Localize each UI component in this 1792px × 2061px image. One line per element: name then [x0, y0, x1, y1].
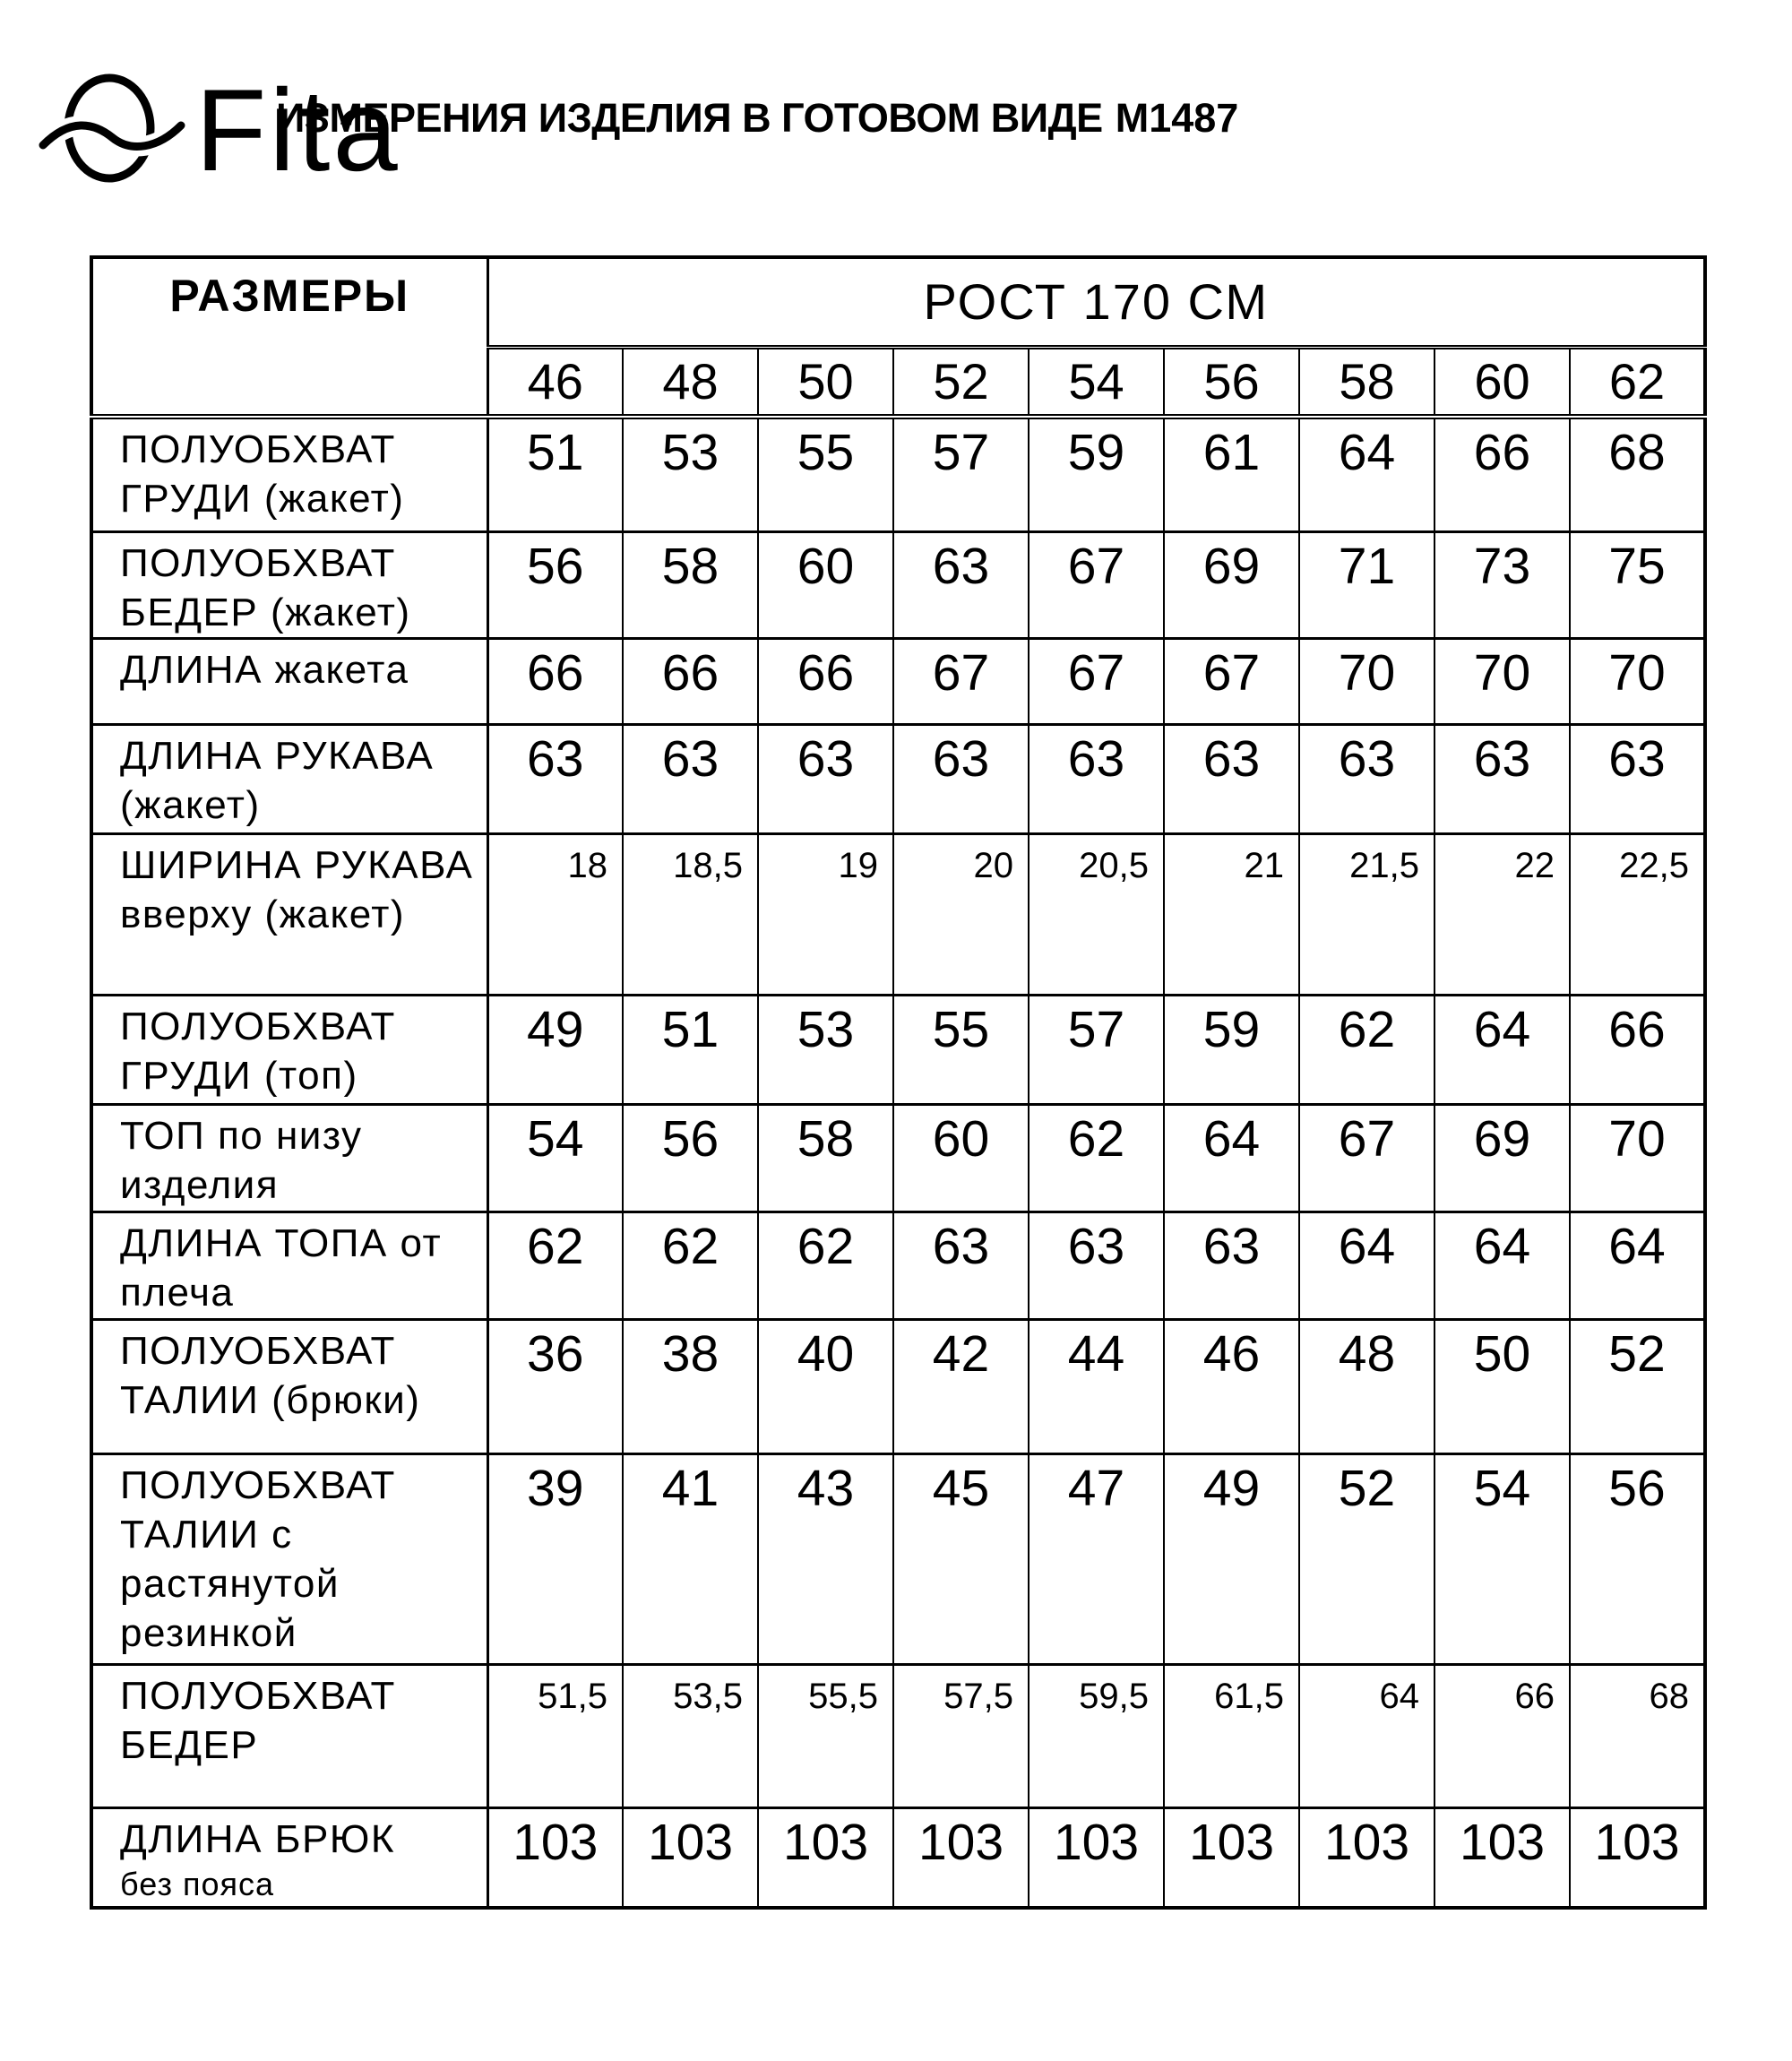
value-cell: 42	[893, 1319, 1029, 1453]
value-cell: 66	[1570, 995, 1705, 1104]
value-cell: 44	[1029, 1319, 1164, 1453]
row-label: ПОЛУОБХВАТ БЕДЕР (жакет)	[91, 531, 487, 638]
value-cell: 59	[1029, 417, 1164, 531]
row-label: ДЛИНА жакета	[91, 638, 487, 724]
value-cell: 64	[1164, 1104, 1299, 1212]
value-cell: 66	[758, 638, 893, 724]
table-row	[91, 1807, 1705, 1908]
value-cell: 46	[1164, 1319, 1299, 1453]
value-cell: 43	[758, 1453, 893, 1664]
value-cell: 56	[1570, 1453, 1705, 1664]
size-header-cell: 56	[1164, 347, 1299, 417]
value-cell: 71	[1299, 531, 1434, 638]
value-cell: 58	[758, 1104, 893, 1212]
value-cell: 63	[623, 724, 758, 833]
value-cell: 63	[1029, 724, 1164, 833]
value-cell: 64	[1434, 1212, 1570, 1319]
value-cell: 49	[1164, 1453, 1299, 1664]
value-cell: 48	[1299, 1319, 1434, 1453]
value-cell: 18	[487, 833, 623, 995]
value-cell: 69	[1164, 531, 1299, 638]
value-cell: 51,5	[487, 1664, 623, 1807]
row-label: ПОЛУОБХВАТ ГРУДИ (жакет)	[91, 417, 487, 531]
value-cell: 70	[1570, 1104, 1705, 1212]
value-cell: 55	[893, 995, 1029, 1104]
value-cell: 54	[487, 1104, 623, 1212]
value-cell: 19	[758, 833, 893, 995]
value-cell: 103	[623, 1807, 758, 1908]
value-cell: 63	[1029, 1212, 1164, 1319]
row-label: ПОЛУОБХВАТ ТАЛИИ с растянутой резинкой	[91, 1453, 487, 1664]
value-cell: 41	[623, 1453, 758, 1664]
value-cell: 73	[1434, 531, 1570, 638]
value-cell: 103	[1434, 1807, 1570, 1908]
value-cell: 60	[893, 1104, 1029, 1212]
row-label: ШИРИНА РУКАВА вверху (жакет)	[91, 833, 487, 995]
value-cell: 63	[1434, 724, 1570, 833]
size-header-cell: 46	[487, 347, 623, 417]
value-cell: 69	[1434, 1104, 1570, 1212]
row-label: ДЛИНА РУКАВА (жакет)	[91, 724, 487, 833]
table-row	[91, 995, 1705, 1104]
model-number: М1487	[1115, 95, 1239, 141]
value-cell: 63	[893, 724, 1029, 833]
value-cell: 57	[1029, 995, 1164, 1104]
value-cell: 68	[1570, 417, 1705, 531]
value-cell: 53	[623, 417, 758, 531]
value-cell: 62	[1299, 995, 1434, 1104]
value-cell: 67	[1029, 531, 1164, 638]
size-table	[90, 255, 1707, 1910]
value-cell: 22	[1434, 833, 1570, 995]
value-cell: 67	[1029, 638, 1164, 724]
value-cell: 103	[1570, 1807, 1705, 1908]
value-cell: 59,5	[1029, 1664, 1164, 1807]
value-cell: 61,5	[1164, 1664, 1299, 1807]
value-cell: 45	[893, 1453, 1029, 1664]
value-cell: 62	[758, 1212, 893, 1319]
value-cell: 55	[758, 417, 893, 531]
page-title	[276, 95, 1238, 142]
value-cell: 67	[893, 638, 1029, 724]
value-cell: 53,5	[623, 1664, 758, 1807]
value-cell: 103	[1164, 1807, 1299, 1908]
row-label: ПОЛУОБХВАТ ТАЛИИ (брюки)	[91, 1319, 487, 1453]
value-cell: 58	[623, 531, 758, 638]
value-cell: 75	[1570, 531, 1705, 638]
value-cell: 63	[487, 724, 623, 833]
size-header-cell: 58	[1299, 347, 1434, 417]
value-cell: 68	[1570, 1664, 1705, 1807]
value-cell: 64	[1299, 417, 1434, 531]
page-title-text: ИЗМЕРЕНИЯ ИЗДЕЛИЯ В ГОТОВОМ ВИДЕ	[276, 95, 1103, 141]
table-row	[91, 724, 1705, 833]
value-cell: 64	[1434, 995, 1570, 1104]
value-cell: 64	[1299, 1664, 1434, 1807]
value-cell: 18,5	[623, 833, 758, 995]
value-cell: 62	[623, 1212, 758, 1319]
value-cell: 21	[1164, 833, 1299, 995]
height-header-row	[91, 257, 1705, 347]
row-label: ДЛИНА ТОПА от плеча	[91, 1212, 487, 1319]
value-cell: 52	[1299, 1453, 1434, 1664]
value-cell: 50	[1434, 1319, 1570, 1453]
value-cell: 53	[758, 995, 893, 1104]
table-row	[91, 638, 1705, 724]
value-cell: 21,5	[1299, 833, 1434, 995]
value-cell: 60	[758, 531, 893, 638]
value-cell: 57	[893, 417, 1029, 531]
value-cell: 38	[623, 1319, 758, 1453]
table-row	[91, 417, 1705, 531]
value-cell: 49	[487, 995, 623, 1104]
value-cell: 103	[1029, 1807, 1164, 1908]
table-row	[91, 1212, 1705, 1319]
value-cell: 62	[1029, 1104, 1164, 1212]
value-cell: 64	[1299, 1212, 1434, 1319]
row-label: ПОЛУОБХВАТ БЕДЕР	[91, 1664, 487, 1807]
row-label: ТОП по низу изделия	[91, 1104, 487, 1212]
table-row	[91, 1319, 1705, 1453]
value-cell: 70	[1299, 638, 1434, 724]
value-cell: 66	[487, 638, 623, 724]
table-row	[91, 833, 1705, 995]
value-cell: 55,5	[758, 1664, 893, 1807]
value-cell: 20,5	[1029, 833, 1164, 995]
value-cell: 103	[758, 1807, 893, 1908]
value-cell: 63	[1164, 724, 1299, 833]
fita-logo-icon	[36, 70, 206, 195]
value-cell: 66	[1434, 1664, 1570, 1807]
value-cell: 51	[623, 995, 758, 1104]
value-cell: 54	[1434, 1453, 1570, 1664]
size-header-cell: 54	[1029, 347, 1164, 417]
value-cell: 103	[487, 1807, 623, 1908]
value-cell: 56	[623, 1104, 758, 1212]
value-cell: 67	[1164, 638, 1299, 724]
row-sublabel: без пояса	[120, 1865, 274, 1902]
row-label: ПОЛУОБХВАТ ГРУДИ (топ)	[91, 995, 487, 1104]
value-cell: 63	[893, 1212, 1029, 1319]
value-cell: 56	[487, 531, 623, 638]
table-row	[91, 531, 1705, 638]
value-cell: 51	[487, 417, 623, 531]
value-cell: 39	[487, 1453, 623, 1664]
value-cell: 63	[893, 531, 1029, 638]
value-cell: 47	[1029, 1453, 1164, 1664]
value-cell: 63	[758, 724, 893, 833]
value-cell: 63	[1570, 724, 1705, 833]
size-header-cell: 50	[758, 347, 893, 417]
value-cell: 52	[1570, 1319, 1705, 1453]
table-row	[91, 1104, 1705, 1212]
table-row	[91, 1453, 1705, 1664]
height-header-cell: РОСТ 170 СМ	[487, 257, 1705, 347]
value-cell: 62	[487, 1212, 623, 1319]
value-cell: 57,5	[893, 1664, 1029, 1807]
size-header-cell: 62	[1570, 347, 1705, 417]
size-header-cell: 48	[623, 347, 758, 417]
value-cell: 61	[1164, 417, 1299, 531]
value-cell: 103	[1299, 1807, 1434, 1908]
size-header-cell: 52	[893, 347, 1029, 417]
table-body	[91, 417, 1705, 1908]
value-cell: 40	[758, 1319, 893, 1453]
value-cell: 64	[1570, 1212, 1705, 1319]
row-label: ДЛИНА БРЮК без пояса	[91, 1807, 487, 1908]
value-cell: 66	[1434, 417, 1570, 531]
value-cell: 22,5	[1570, 833, 1705, 995]
value-cell: 59	[1164, 995, 1299, 1104]
value-cell: 63	[1164, 1212, 1299, 1319]
table-row	[91, 1664, 1705, 1807]
value-cell: 20	[893, 833, 1029, 995]
value-cell: 66	[623, 638, 758, 724]
size-header-cell: 60	[1434, 347, 1570, 417]
value-cell: 70	[1570, 638, 1705, 724]
brand-name: Fita	[195, 65, 401, 195]
value-cell: 70	[1434, 638, 1570, 724]
value-cell: 63	[1299, 724, 1434, 833]
corner-cell: РАЗМЕРЫ	[91, 257, 487, 417]
value-cell: 67	[1299, 1104, 1434, 1212]
value-cell: 36	[487, 1319, 623, 1453]
value-cell: 103	[893, 1807, 1029, 1908]
